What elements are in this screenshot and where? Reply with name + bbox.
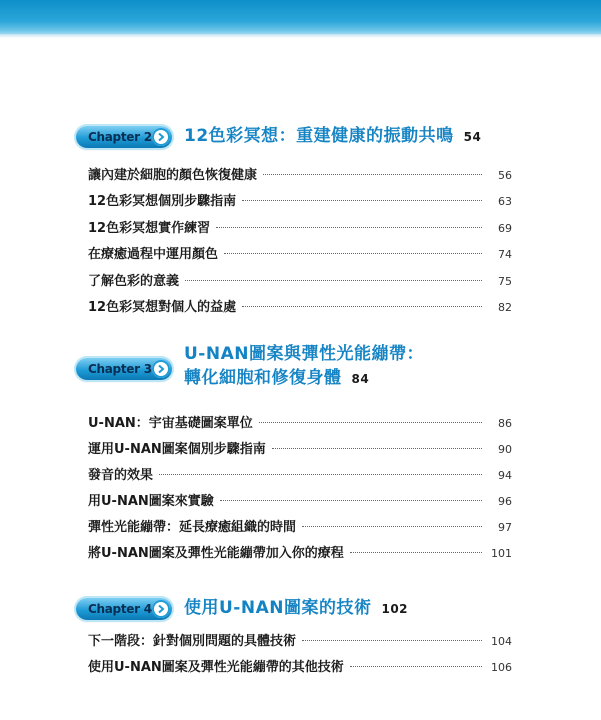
toc-entry[interactable]: 下一階段：針對個別問題的具體技術 104 <box>88 634 512 649</box>
chapter-2-section <box>0 120 601 315</box>
chapter-3-page: 84 <box>351 372 370 386</box>
dot-leader <box>242 306 482 307</box>
chevron-right-icon <box>152 600 170 618</box>
toc-entry[interactable]: 了解色彩的意義 75 <box>88 274 512 289</box>
chapter-4-badge[interactable] <box>76 598 172 620</box>
chapter-2-title[interactable]: 12色彩冥想：重建健康的振動共鳴 54 <box>184 126 482 146</box>
chevron-right-icon <box>152 128 170 146</box>
toc-entry[interactable]: 將U-NAN圖案及彈性光能繃帶加入你的療程 101 <box>88 546 512 561</box>
toc-entry[interactable]: 讓內建於細胞的顏色恢復健康 56 <box>88 168 512 183</box>
dot-leader <box>302 526 482 527</box>
header-band <box>0 0 601 38</box>
toc-entry[interactable]: 發音的效果 94 <box>88 468 512 483</box>
toc-entry[interactable]: 用U-NAN圖案來實驗 96 <box>88 494 512 509</box>
dot-leader <box>220 500 482 501</box>
chapter-4-section <box>0 592 601 675</box>
chapter-4-page: 102 <box>381 602 409 616</box>
chevron-right-icon <box>152 360 170 378</box>
chapter-3-section <box>0 344 601 561</box>
dot-leader <box>350 552 482 553</box>
toc-entry[interactable]: U-NAN：宇宙基礎圖案單位 86 <box>88 416 512 431</box>
chapter-4-title[interactable]: 使用U-NAN圖案的技術 102 <box>184 598 409 618</box>
chapter-badge-label: Chapter 2 <box>88 130 152 144</box>
dot-leader <box>185 280 482 281</box>
dot-leader <box>224 253 482 254</box>
toc-entry[interactable]: 12色彩冥想對個人的益處 82 <box>88 300 512 315</box>
toc-entry[interactable]: 使用U-NAN圖案及彈性光能繃帶的其他技術 106 <box>88 660 512 675</box>
dot-leader <box>242 200 482 201</box>
dot-leader <box>350 666 482 667</box>
chapter-2-header <box>0 120 601 160</box>
dot-leader <box>159 474 482 475</box>
chapter-2-page: 54 <box>463 130 482 144</box>
toc-entry[interactable]: 在療癒過程中運用顏色 74 <box>88 247 512 262</box>
toc-entry[interactable]: 彈性光能繃帶：延長療癒組織的時間 97 <box>88 520 512 535</box>
chapter-3-title[interactable]: U-NAN圖案與彈性光能繃帶： 轉化細胞和修復身體 84 <box>184 344 424 388</box>
chapter-badge-label: Chapter 4 <box>88 602 152 616</box>
dot-leader <box>302 640 482 641</box>
chapter-3-header <box>0 344 601 400</box>
chapter-2-badge[interactable] <box>76 126 172 148</box>
toc-entry[interactable]: 運用U-NAN圖案個別步驟指南 90 <box>88 442 512 457</box>
toc-entry[interactable]: 12色彩冥想個別步驟指南 63 <box>88 194 512 209</box>
dot-leader <box>272 448 482 449</box>
dot-leader <box>259 422 482 423</box>
toc-entry[interactable]: 12色彩冥想實作練習 69 <box>88 221 512 236</box>
dot-leader <box>216 227 482 228</box>
chapter-4-header <box>0 592 601 632</box>
chapter-3-badge[interactable] <box>76 358 172 380</box>
chapter-badge-label: Chapter 3 <box>88 362 152 376</box>
dot-leader <box>263 174 482 175</box>
